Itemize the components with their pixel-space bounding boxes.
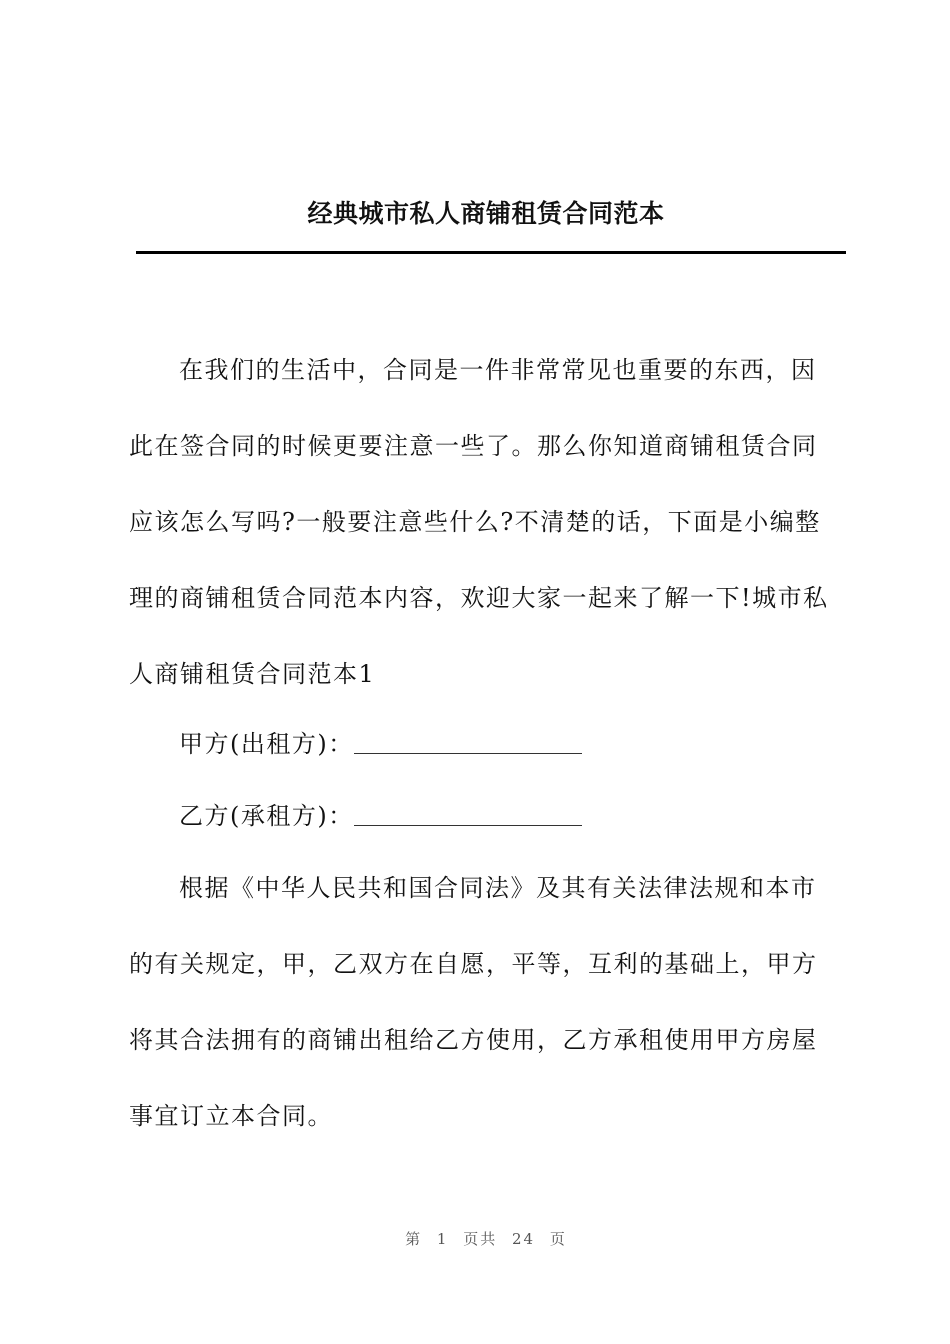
title-divider: [136, 251, 846, 254]
clause-paragraph: 根据《中华人民共和国合同法》及其有关法律法规和本市的有关规定，甲，乙双方在自愿，平等，互利的基础上，甲方将其合法拥有的商铺出租给乙方使用，乙方承租使用甲方房屋事宜订立本合同。: [129, 874, 818, 1130]
party-b-label: 乙方(承租方)：: [179, 802, 354, 830]
party-a-line: [179, 706, 841, 782]
page-title: 经典城市私人商铺租赁合同范本: [307, 199, 665, 228]
intro-paragraph: 在我们的生活中，合同是一件非常常见也重要的东西，因此在签合同的时候更要注意一些了。那么你知道商铺租赁合同应该怎么写吗?一般要注意些什么?不清楚的话，下面是小编整理的商铺租赁合同范本内容，欢迎大家一起来了解一下!城市私人商铺租赁合同范本1: [129, 356, 829, 688]
party-b-line: [179, 778, 841, 854]
party-a-blank: [354, 729, 582, 754]
party-a-label: 甲方(出租方)：: [179, 730, 354, 758]
page-footer: 第 1 页共 24 页: [405, 1230, 567, 1248]
party-b-blank: [354, 801, 582, 826]
